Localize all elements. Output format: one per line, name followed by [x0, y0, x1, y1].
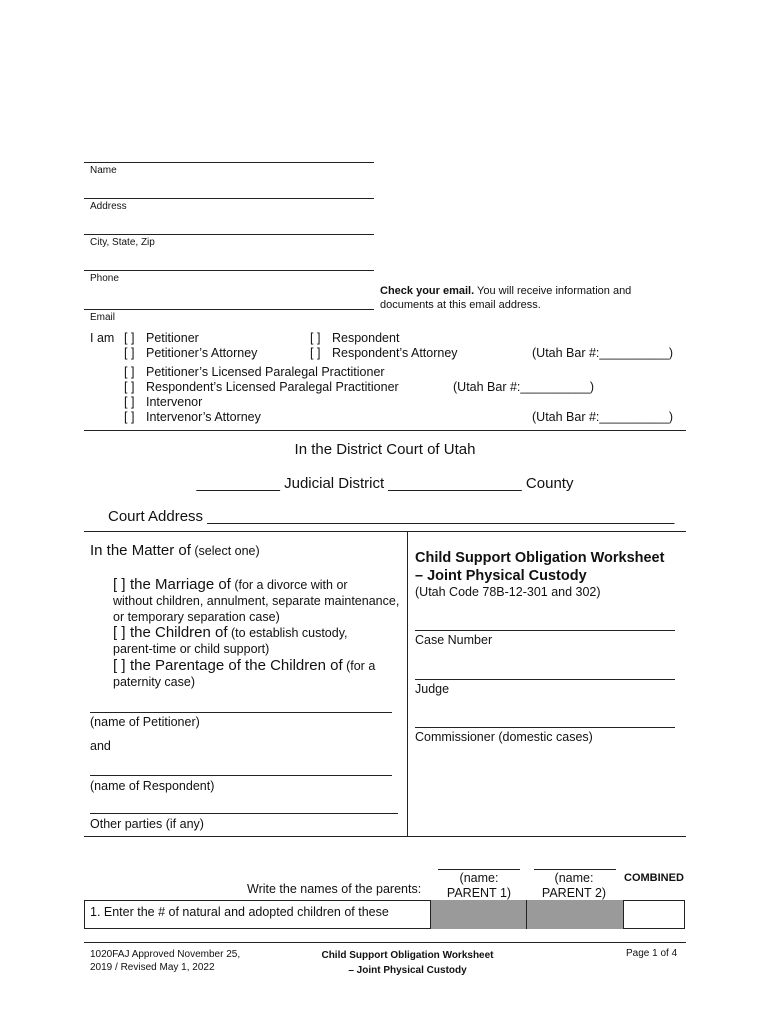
email-note-rest: You will receive information and — [474, 285, 632, 297]
email-note-line2: documents at this email address. — [380, 299, 541, 311]
doc-title — [415, 549, 685, 585]
checkbox-parentage[interactable]: [ ] — [113, 657, 126, 674]
city-label: City, State, Zip — [90, 237, 155, 248]
role-respondent-attorney[interactable] — [310, 346, 458, 360]
combined-header: COMBINED — [624, 872, 684, 884]
phone-label: Phone — [90, 273, 119, 284]
marriage-small-1: (for a divorce with or — [230, 578, 348, 592]
parent2-line1: (name: — [554, 871, 594, 885]
address-line[interactable] — [84, 198, 374, 199]
role-intervenor-attorney[interactable] — [124, 410, 261, 424]
matter-heading-small: (select one) — [190, 544, 260, 558]
parent1-name-line[interactable] — [438, 869, 520, 870]
divider-matter-vertical — [407, 531, 408, 837]
role-petitioner-attorney-label: Petitioner’s Attorney — [146, 346, 258, 360]
parent2-cell-shaded — [526, 900, 624, 929]
parent2-header — [527, 871, 621, 901]
marriage-small-3: or temporary separation case) — [113, 610, 280, 624]
parent1-line2: PARENT 1) — [446, 886, 512, 900]
petitioner-name-line[interactable] — [90, 712, 392, 713]
name-label: Name — [90, 165, 117, 176]
city-line[interactable] — [84, 234, 374, 235]
checkbox-marriage[interactable]: [ ] — [113, 576, 126, 593]
children-small-2: parent-time or child support) — [113, 642, 270, 656]
parentage-big: the Parentage of the Children of — [129, 657, 343, 674]
footer-title-2: – Joint Physical Custody — [348, 965, 467, 976]
checkbox-children[interactable]: [ ] — [113, 624, 126, 641]
role-respondent-attorney-label: Respondent’s Attorney — [332, 346, 458, 360]
name-line[interactable] — [84, 162, 374, 163]
row1-label: 1. Enter the # of natural and adopted children of these — [90, 905, 389, 919]
checkbox-intervenor-attorney[interactable]: [ ] — [124, 410, 135, 424]
matter-heading-big: In the Matter of — [90, 542, 191, 559]
judge-line[interactable] — [415, 679, 675, 680]
children-small-1: (to establish custody, — [227, 626, 348, 640]
marriage-big: the Marriage of — [129, 576, 231, 593]
other-parties-line[interactable] — [90, 813, 398, 814]
court-address-line[interactable]: Court Address ________________________________________________________ — [108, 508, 675, 525]
option-parentage[interactable] — [113, 658, 405, 690]
footer-title — [300, 948, 515, 978]
matter-heading — [90, 542, 260, 560]
role-pet-paralegal[interactable] — [124, 365, 385, 379]
parents-prompt: Write the names of the parents: — [247, 882, 422, 896]
doc-title-2: – Joint Physical Custody — [415, 568, 587, 584]
role-respondent-label: Respondent — [332, 331, 400, 345]
role-intervenor-attorney-label: Intervenor’s Attorney — [146, 410, 261, 424]
doc-code: (Utah Code 78B-12-301 and 302) — [415, 585, 601, 599]
role-pet-paralegal-label: Petitioner’s Licensed Paralegal Practitioner — [146, 365, 385, 379]
role-intervenor[interactable] — [124, 395, 202, 409]
checkbox-pet-paralegal[interactable]: [ ] — [124, 365, 135, 379]
other-parties-label: Other parties (if any) — [90, 817, 204, 831]
email-label: Email — [90, 312, 116, 323]
utah-bar-3[interactable]: (Utah Bar #:__________) — [532, 410, 674, 424]
parent1-header — [432, 871, 526, 901]
marriage-small-2: without children, annulment, separate maintenance, — [113, 594, 400, 608]
phone-line[interactable] — [84, 270, 374, 271]
parent1-line1: (name: — [459, 871, 499, 885]
role-petitioner[interactable] — [124, 331, 199, 345]
divider-matter-top — [84, 531, 686, 532]
footer-title-1: Child Support Obligation Worksheet — [321, 950, 494, 961]
petitioner-name-label: (name of Petitioner) — [90, 715, 200, 729]
footer-approved-2: 2019 / Revised May 1, 2022 — [90, 962, 215, 973]
email-note — [380, 284, 680, 312]
option-children[interactable] — [113, 625, 405, 657]
role-petitioner-label: Petitioner — [146, 331, 199, 345]
role-petitioner-attorney[interactable] — [124, 346, 257, 360]
role-intervenor-label: Intervenor — [146, 395, 203, 409]
commissioner-line[interactable] — [415, 727, 675, 728]
checkbox-resp-paralegal[interactable]: [ ] — [124, 380, 135, 394]
footer-approved-1: 1020FAJ Approved November 25, — [90, 949, 241, 960]
respondent-name-line[interactable] — [90, 775, 392, 776]
role-resp-paralegal-label: Respondent’s Licensed Paralegal Practitioner — [146, 380, 399, 394]
parentage-small-1: (for a — [342, 659, 376, 673]
footer-divider — [84, 942, 686, 943]
divider-matter-bottom — [84, 836, 686, 837]
district-line[interactable]: __________ Judicial District ________________ County — [196, 475, 574, 492]
divider-top — [84, 430, 686, 431]
utah-bar-2[interactable]: (Utah Bar #:__________) — [453, 380, 595, 394]
case-number-label: Case Number — [415, 633, 493, 647]
parent2-name-line[interactable] — [534, 869, 616, 870]
email-note-bold: Check your email. — [380, 285, 475, 297]
doc-title-1: Child Support Obligation Worksheet — [415, 550, 665, 566]
footer-approved — [90, 948, 240, 974]
commissioner-label: Commissioner (domestic cases) — [415, 730, 593, 744]
parent1-cell-shaded — [430, 900, 526, 929]
utah-bar-1[interactable]: (Utah Bar #:__________) — [532, 346, 674, 360]
email-line[interactable] — [84, 309, 374, 310]
checkbox-intervenor[interactable]: [ ] — [124, 395, 135, 409]
case-number-line[interactable] — [415, 630, 675, 631]
judge-label: Judge — [415, 682, 450, 696]
checkbox-petitioner[interactable]: [ ] — [124, 331, 135, 345]
role-respondent[interactable] — [310, 331, 399, 345]
court-title: In the District Court of Utah — [294, 441, 476, 458]
and-label: and — [90, 739, 111, 753]
option-marriage[interactable] — [113, 577, 405, 625]
respondent-name-label: (name of Respondent) — [90, 779, 215, 793]
combined-cell[interactable] — [623, 901, 684, 928]
checkbox-petitioner-attorney[interactable]: [ ] — [124, 346, 135, 360]
children-big: the Children of — [129, 624, 228, 641]
role-resp-paralegal[interactable] — [124, 380, 399, 394]
checkbox-respondent[interactable]: [ ] — [310, 331, 321, 345]
i-am-label: I am — [90, 331, 115, 345]
parentage-small-2: paternity case) — [113, 675, 195, 689]
address-label: Address — [90, 201, 127, 212]
footer-page: Page 1 of 4 — [626, 948, 678, 959]
checkbox-respondent-attorney[interactable]: [ ] — [310, 346, 321, 360]
parent2-line2: PARENT 2) — [541, 886, 607, 900]
